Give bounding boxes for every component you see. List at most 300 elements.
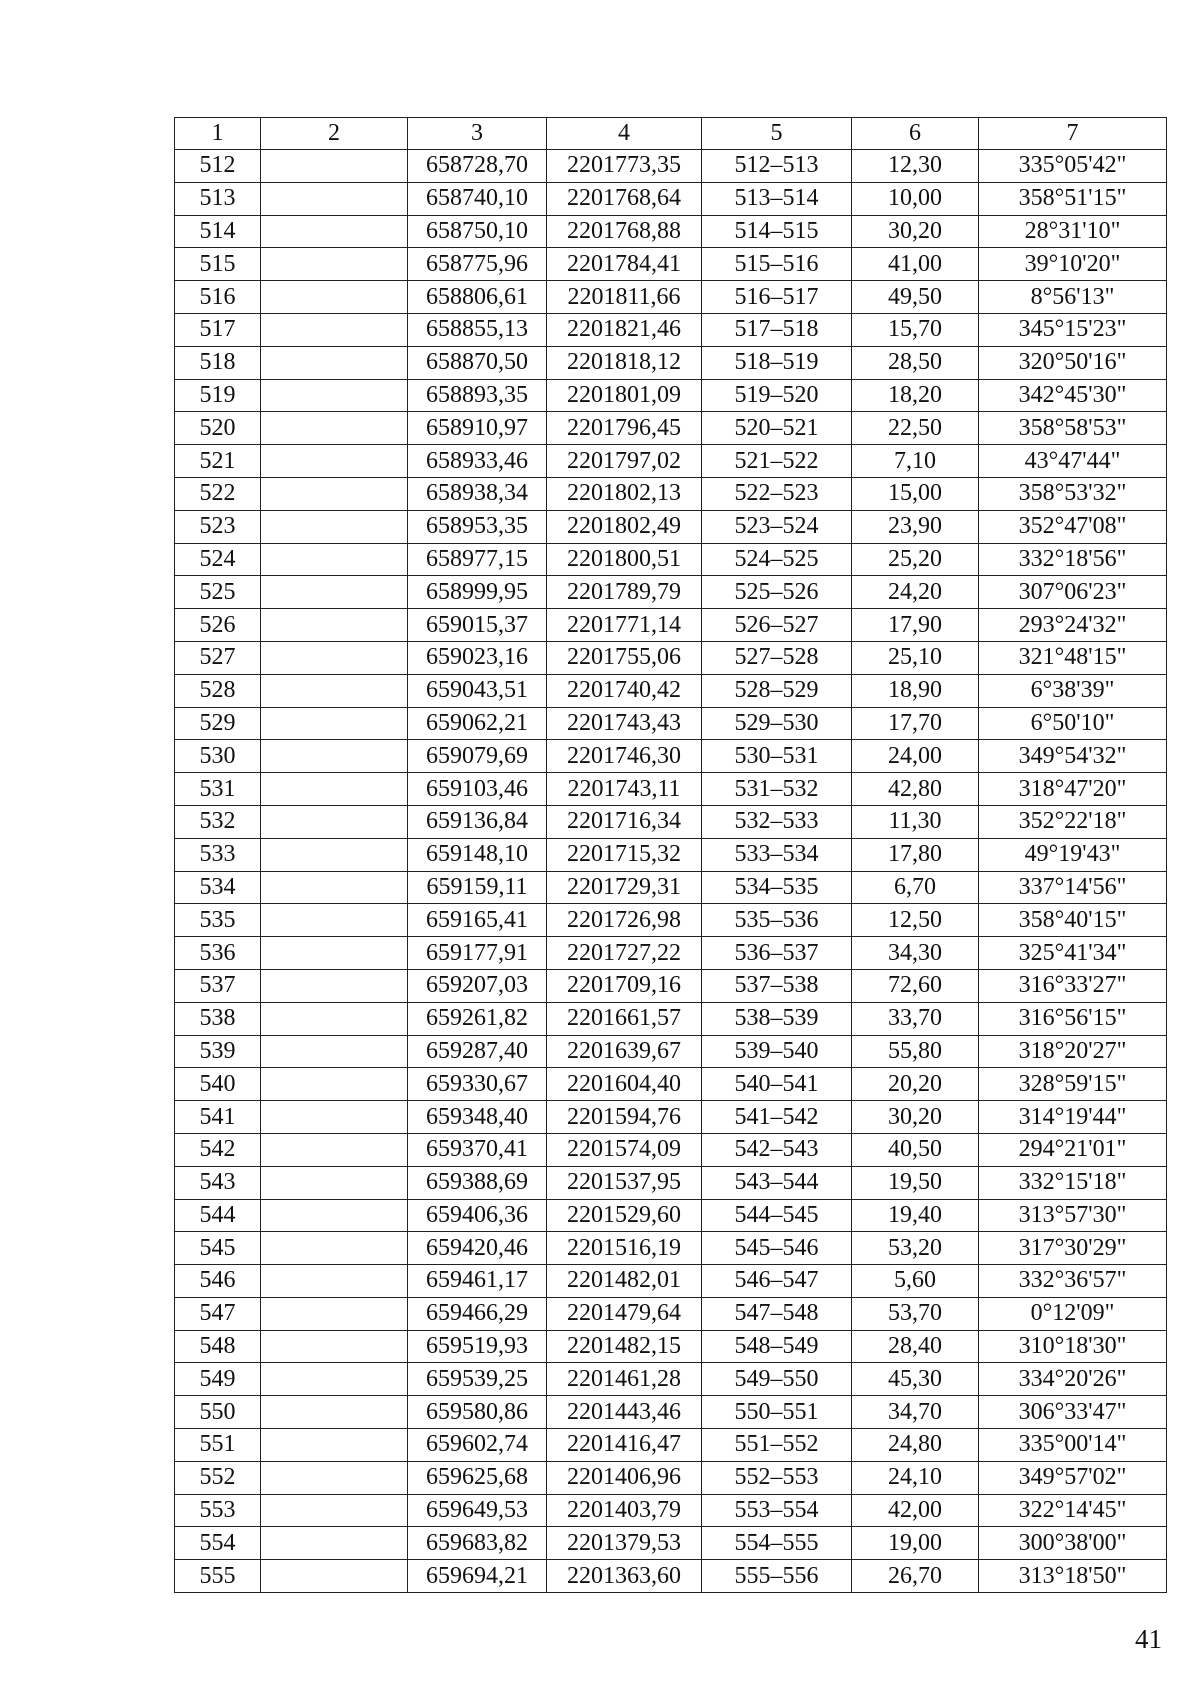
segment-cell: 551–552 xyxy=(702,1429,852,1462)
empty-cell xyxy=(261,1166,408,1199)
x-coordinate-cell: 659370,41 xyxy=(408,1133,547,1166)
empty-cell xyxy=(261,510,408,543)
column-header: 6 xyxy=(852,118,979,150)
y-coordinate-cell: 2201482,01 xyxy=(547,1265,702,1298)
bearing-cell: 293°24'32" xyxy=(979,609,1167,642)
segment-cell: 534–535 xyxy=(702,871,852,904)
point-number-cell: 534 xyxy=(175,871,261,904)
segment-cell: 533–534 xyxy=(702,838,852,871)
empty-cell xyxy=(261,412,408,445)
bearing-cell: 8°56'13" xyxy=(979,281,1167,314)
x-coordinate-cell: 659136,84 xyxy=(408,805,547,838)
point-number-cell: 515 xyxy=(175,248,261,281)
table-row xyxy=(175,937,1167,970)
x-coordinate-cell: 658933,46 xyxy=(408,445,547,478)
length-cell: 41,00 xyxy=(852,248,979,281)
table-row xyxy=(175,1199,1167,1232)
length-cell: 55,80 xyxy=(852,1035,979,1068)
length-cell: 28,40 xyxy=(852,1330,979,1363)
bearing-cell: 307°06'23" xyxy=(979,576,1167,609)
point-number-cell: 521 xyxy=(175,445,261,478)
empty-cell xyxy=(261,313,408,346)
length-cell: 17,80 xyxy=(852,838,979,871)
point-number-cell: 512 xyxy=(175,150,261,183)
y-coordinate-cell: 2201661,57 xyxy=(547,1002,702,1035)
bearing-cell: 345°15'23" xyxy=(979,313,1167,346)
x-coordinate-cell: 659062,21 xyxy=(408,707,547,740)
length-cell: 30,20 xyxy=(852,1101,979,1134)
segment-cell: 526–527 xyxy=(702,609,852,642)
length-cell: 23,90 xyxy=(852,510,979,543)
point-number-cell: 544 xyxy=(175,1199,261,1232)
length-cell: 19,40 xyxy=(852,1199,979,1232)
x-coordinate-cell: 659287,40 xyxy=(408,1035,547,1068)
table-row xyxy=(175,1232,1167,1265)
bearing-cell: 318°20'27" xyxy=(979,1035,1167,1068)
bearing-cell: 317°30'29" xyxy=(979,1232,1167,1265)
bearing-cell: 322°14'45" xyxy=(979,1494,1167,1527)
segment-cell: 521–522 xyxy=(702,445,852,478)
segment-cell: 524–525 xyxy=(702,543,852,576)
point-number-cell: 535 xyxy=(175,904,261,937)
x-coordinate-cell: 659466,29 xyxy=(408,1297,547,1330)
segment-cell: 512–513 xyxy=(702,150,852,183)
x-coordinate-cell: 658740,10 xyxy=(408,182,547,215)
bearing-cell: 28°31'10" xyxy=(979,215,1167,248)
y-coordinate-cell: 2201818,12 xyxy=(547,346,702,379)
x-coordinate-cell: 659148,10 xyxy=(408,838,547,871)
table-row xyxy=(175,674,1167,707)
table-row xyxy=(175,1363,1167,1396)
table-row xyxy=(175,281,1167,314)
segment-cell: 520–521 xyxy=(702,412,852,445)
y-coordinate-cell: 2201604,40 xyxy=(547,1068,702,1101)
empty-cell xyxy=(261,641,408,674)
bearing-cell: 352°47'08" xyxy=(979,510,1167,543)
segment-cell: 515–516 xyxy=(702,248,852,281)
bearing-cell: 306°33'47" xyxy=(979,1396,1167,1429)
x-coordinate-cell: 659103,46 xyxy=(408,773,547,806)
table-row xyxy=(175,150,1167,183)
y-coordinate-cell: 2201746,30 xyxy=(547,740,702,773)
segment-cell: 518–519 xyxy=(702,346,852,379)
empty-cell xyxy=(261,1133,408,1166)
bearing-cell: 358°51'15" xyxy=(979,182,1167,215)
y-coordinate-cell: 2201811,66 xyxy=(547,281,702,314)
empty-cell xyxy=(261,1560,408,1593)
y-coordinate-cell: 2201729,31 xyxy=(547,871,702,904)
x-coordinate-cell: 658728,70 xyxy=(408,150,547,183)
table-row xyxy=(175,215,1167,248)
column-header: 2 xyxy=(261,118,408,150)
table-row xyxy=(175,707,1167,740)
length-cell: 17,70 xyxy=(852,707,979,740)
bearing-cell: 332°36'57" xyxy=(979,1265,1167,1298)
empty-cell xyxy=(261,904,408,937)
empty-cell xyxy=(261,674,408,707)
bearing-cell: 358°53'32" xyxy=(979,477,1167,510)
bearing-cell: 320°50'16" xyxy=(979,346,1167,379)
y-coordinate-cell: 2201768,88 xyxy=(547,215,702,248)
bearing-cell: 310°18'30" xyxy=(979,1330,1167,1363)
point-number-cell: 513 xyxy=(175,182,261,215)
point-number-cell: 542 xyxy=(175,1133,261,1166)
length-cell: 45,30 xyxy=(852,1363,979,1396)
point-number-cell: 514 xyxy=(175,215,261,248)
bearing-cell: 316°33'27" xyxy=(979,969,1167,1002)
x-coordinate-cell: 659207,03 xyxy=(408,969,547,1002)
table-row xyxy=(175,773,1167,806)
column-header: 7 xyxy=(979,118,1167,150)
length-cell: 24,10 xyxy=(852,1461,979,1494)
y-coordinate-cell: 2201743,11 xyxy=(547,773,702,806)
bearing-cell: 294°21'01" xyxy=(979,1133,1167,1166)
empty-cell xyxy=(261,215,408,248)
length-cell: 25,10 xyxy=(852,641,979,674)
length-cell: 20,20 xyxy=(852,1068,979,1101)
bearing-cell: 349°54'32" xyxy=(979,740,1167,773)
length-cell: 19,50 xyxy=(852,1166,979,1199)
column-header: 5 xyxy=(702,118,852,150)
segment-cell: 536–537 xyxy=(702,937,852,970)
point-number-cell: 528 xyxy=(175,674,261,707)
table-row xyxy=(175,445,1167,478)
length-cell: 30,20 xyxy=(852,215,979,248)
point-number-cell: 536 xyxy=(175,937,261,970)
empty-cell xyxy=(261,969,408,1002)
x-coordinate-cell: 659015,37 xyxy=(408,609,547,642)
segment-cell: 554–555 xyxy=(702,1527,852,1560)
y-coordinate-cell: 2201771,14 xyxy=(547,609,702,642)
y-coordinate-cell: 2201715,32 xyxy=(547,838,702,871)
segment-cell: 539–540 xyxy=(702,1035,852,1068)
y-coordinate-cell: 2201796,45 xyxy=(547,412,702,445)
table-row xyxy=(175,904,1167,937)
point-number-cell: 545 xyxy=(175,1232,261,1265)
segment-cell: 516–517 xyxy=(702,281,852,314)
length-cell: 12,30 xyxy=(852,150,979,183)
y-coordinate-cell: 2201443,46 xyxy=(547,1396,702,1429)
y-coordinate-cell: 2201784,41 xyxy=(547,248,702,281)
segment-cell: 514–515 xyxy=(702,215,852,248)
empty-cell xyxy=(261,248,408,281)
x-coordinate-cell: 658893,35 xyxy=(408,379,547,412)
point-number-cell: 518 xyxy=(175,346,261,379)
bearing-cell: 313°18'50" xyxy=(979,1560,1167,1593)
table-row xyxy=(175,1560,1167,1593)
empty-cell xyxy=(261,346,408,379)
bearing-cell: 342°45'30" xyxy=(979,379,1167,412)
y-coordinate-cell: 2201461,28 xyxy=(547,1363,702,1396)
page-number: 41 xyxy=(1135,1624,1162,1654)
table-row xyxy=(175,838,1167,871)
point-number-cell: 550 xyxy=(175,1396,261,1429)
length-cell: 24,80 xyxy=(852,1429,979,1462)
bearing-cell: 39°10'20" xyxy=(979,248,1167,281)
table-row xyxy=(175,871,1167,904)
empty-cell xyxy=(261,543,408,576)
empty-cell xyxy=(261,1363,408,1396)
empty-cell xyxy=(261,1101,408,1134)
segment-cell: 529–530 xyxy=(702,707,852,740)
y-coordinate-cell: 2201726,98 xyxy=(547,904,702,937)
x-coordinate-cell: 658938,34 xyxy=(408,477,547,510)
table-row xyxy=(175,1461,1167,1494)
length-cell: 15,70 xyxy=(852,313,979,346)
x-coordinate-cell: 659406,36 xyxy=(408,1199,547,1232)
bearing-cell: 352°22'18" xyxy=(979,805,1167,838)
point-number-cell: 524 xyxy=(175,543,261,576)
length-cell: 53,70 xyxy=(852,1297,979,1330)
bearing-cell: 358°40'15" xyxy=(979,904,1167,937)
empty-cell xyxy=(261,1461,408,1494)
table-row xyxy=(175,379,1167,412)
point-number-cell: 519 xyxy=(175,379,261,412)
empty-cell xyxy=(261,1494,408,1527)
segment-cell: 517–518 xyxy=(702,313,852,346)
table-row xyxy=(175,1330,1167,1363)
table-row xyxy=(175,1396,1167,1429)
y-coordinate-cell: 2201743,43 xyxy=(547,707,702,740)
length-cell: 26,70 xyxy=(852,1560,979,1593)
length-cell: 18,90 xyxy=(852,674,979,707)
length-cell: 28,50 xyxy=(852,346,979,379)
segment-cell: 541–542 xyxy=(702,1101,852,1134)
empty-cell xyxy=(261,1330,408,1363)
bearing-cell: 6°38'39" xyxy=(979,674,1167,707)
y-coordinate-cell: 2201773,35 xyxy=(547,150,702,183)
table-row xyxy=(175,346,1167,379)
table-row xyxy=(175,182,1167,215)
y-coordinate-cell: 2201416,47 xyxy=(547,1429,702,1462)
length-cell: 72,60 xyxy=(852,969,979,1002)
x-coordinate-cell: 658855,13 xyxy=(408,313,547,346)
segment-cell: 540–541 xyxy=(702,1068,852,1101)
empty-cell xyxy=(261,937,408,970)
length-cell: 42,00 xyxy=(852,1494,979,1527)
point-number-cell: 527 xyxy=(175,641,261,674)
length-cell: 18,20 xyxy=(852,379,979,412)
length-cell: 40,50 xyxy=(852,1133,979,1166)
bearing-cell: 335°00'14" xyxy=(979,1429,1167,1462)
point-number-cell: 551 xyxy=(175,1429,261,1462)
length-cell: 33,70 xyxy=(852,1002,979,1035)
empty-cell xyxy=(261,1232,408,1265)
table-row xyxy=(175,1166,1167,1199)
x-coordinate-cell: 659683,82 xyxy=(408,1527,547,1560)
length-cell: 10,00 xyxy=(852,182,979,215)
x-coordinate-cell: 659580,86 xyxy=(408,1396,547,1429)
point-number-cell: 537 xyxy=(175,969,261,1002)
table-row xyxy=(175,510,1167,543)
x-coordinate-cell: 659043,51 xyxy=(408,674,547,707)
bearing-cell: 335°05'42" xyxy=(979,150,1167,183)
empty-cell xyxy=(261,1527,408,1560)
x-coordinate-cell: 659388,69 xyxy=(408,1166,547,1199)
y-coordinate-cell: 2201363,60 xyxy=(547,1560,702,1593)
point-number-cell: 530 xyxy=(175,740,261,773)
length-cell: 15,00 xyxy=(852,477,979,510)
point-number-cell: 538 xyxy=(175,1002,261,1035)
segment-cell: 522–523 xyxy=(702,477,852,510)
x-coordinate-cell: 659461,17 xyxy=(408,1265,547,1298)
point-number-cell: 554 xyxy=(175,1527,261,1560)
y-coordinate-cell: 2201716,34 xyxy=(547,805,702,838)
bearing-cell: 349°57'02" xyxy=(979,1461,1167,1494)
y-coordinate-cell: 2201406,96 xyxy=(547,1461,702,1494)
x-coordinate-cell: 659602,74 xyxy=(408,1429,547,1462)
length-cell: 17,90 xyxy=(852,609,979,642)
bearing-cell: 313°57'30" xyxy=(979,1199,1167,1232)
length-cell: 11,30 xyxy=(852,805,979,838)
x-coordinate-cell: 659330,67 xyxy=(408,1068,547,1101)
y-coordinate-cell: 2201789,79 xyxy=(547,576,702,609)
y-coordinate-cell: 2201516,19 xyxy=(547,1232,702,1265)
y-coordinate-cell: 2201802,49 xyxy=(547,510,702,543)
segment-cell: 531–532 xyxy=(702,773,852,806)
length-cell: 22,50 xyxy=(852,412,979,445)
y-coordinate-cell: 2201379,53 xyxy=(547,1527,702,1560)
y-coordinate-cell: 2201727,22 xyxy=(547,937,702,970)
segment-cell: 549–550 xyxy=(702,1363,852,1396)
bearing-cell: 358°58'53" xyxy=(979,412,1167,445)
point-number-cell: 522 xyxy=(175,477,261,510)
y-coordinate-cell: 2201740,42 xyxy=(547,674,702,707)
y-coordinate-cell: 2201537,95 xyxy=(547,1166,702,1199)
bearing-cell: 321°48'15" xyxy=(979,641,1167,674)
point-number-cell: 541 xyxy=(175,1101,261,1134)
table-row xyxy=(175,805,1167,838)
table-row xyxy=(175,1265,1167,1298)
point-number-cell: 546 xyxy=(175,1265,261,1298)
table-row xyxy=(175,1494,1167,1527)
y-coordinate-cell: 2201768,64 xyxy=(547,182,702,215)
table-row xyxy=(175,543,1167,576)
segment-cell: 546–547 xyxy=(702,1265,852,1298)
empty-cell xyxy=(261,1396,408,1429)
x-coordinate-cell: 659165,41 xyxy=(408,904,547,937)
segment-cell: 548–549 xyxy=(702,1330,852,1363)
bearing-cell: 6°50'10" xyxy=(979,707,1167,740)
point-number-cell: 526 xyxy=(175,609,261,642)
empty-cell xyxy=(261,1199,408,1232)
table-row xyxy=(175,248,1167,281)
point-number-cell: 525 xyxy=(175,576,261,609)
length-cell: 34,30 xyxy=(852,937,979,970)
y-coordinate-cell: 2201639,67 xyxy=(547,1035,702,1068)
table-row xyxy=(175,1035,1167,1068)
y-coordinate-cell: 2201403,79 xyxy=(547,1494,702,1527)
table-row xyxy=(175,477,1167,510)
length-cell: 24,00 xyxy=(852,740,979,773)
x-coordinate-cell: 659177,91 xyxy=(408,937,547,970)
empty-cell xyxy=(261,1297,408,1330)
segment-cell: 555–556 xyxy=(702,1560,852,1593)
x-coordinate-cell: 659625,68 xyxy=(408,1461,547,1494)
x-coordinate-cell: 658806,61 xyxy=(408,281,547,314)
segment-cell: 535–536 xyxy=(702,904,852,937)
point-number-cell: 553 xyxy=(175,1494,261,1527)
empty-cell xyxy=(261,182,408,215)
y-coordinate-cell: 2201482,15 xyxy=(547,1330,702,1363)
point-number-cell: 549 xyxy=(175,1363,261,1396)
y-coordinate-cell: 2201574,09 xyxy=(547,1133,702,1166)
segment-cell: 525–526 xyxy=(702,576,852,609)
table-row xyxy=(175,1002,1167,1035)
bearing-cell: 334°20'26" xyxy=(979,1363,1167,1396)
empty-cell xyxy=(261,1429,408,1462)
x-coordinate-cell: 659023,16 xyxy=(408,641,547,674)
x-coordinate-cell: 658910,97 xyxy=(408,412,547,445)
column-header: 1 xyxy=(175,118,261,150)
bearing-cell: 325°41'34" xyxy=(979,937,1167,970)
segment-cell: 537–538 xyxy=(702,969,852,1002)
empty-cell xyxy=(261,1035,408,1068)
bearing-cell: 314°19'44" xyxy=(979,1101,1167,1134)
y-coordinate-cell: 2201797,02 xyxy=(547,445,702,478)
segment-cell: 547–548 xyxy=(702,1297,852,1330)
y-coordinate-cell: 2201801,09 xyxy=(547,379,702,412)
x-coordinate-cell: 658750,10 xyxy=(408,215,547,248)
length-cell: 53,20 xyxy=(852,1232,979,1265)
bearing-cell: 49°19'43" xyxy=(979,838,1167,871)
segment-cell: 532–533 xyxy=(702,805,852,838)
table-row xyxy=(175,576,1167,609)
segment-cell: 530–531 xyxy=(702,740,852,773)
point-number-cell: 516 xyxy=(175,281,261,314)
bearing-cell: 332°18'56" xyxy=(979,543,1167,576)
segment-cell: 545–546 xyxy=(702,1232,852,1265)
table-row xyxy=(175,412,1167,445)
y-coordinate-cell: 2201802,13 xyxy=(547,477,702,510)
point-number-cell: 523 xyxy=(175,510,261,543)
y-coordinate-cell: 2201709,16 xyxy=(547,969,702,1002)
empty-cell xyxy=(261,871,408,904)
x-coordinate-cell: 658953,35 xyxy=(408,510,547,543)
length-cell: 7,10 xyxy=(852,445,979,478)
table-row xyxy=(175,740,1167,773)
empty-cell xyxy=(261,445,408,478)
point-number-cell: 517 xyxy=(175,313,261,346)
length-cell: 49,50 xyxy=(852,281,979,314)
x-coordinate-cell: 659519,93 xyxy=(408,1330,547,1363)
bearing-cell: 300°38'00" xyxy=(979,1527,1167,1560)
x-coordinate-cell: 659649,53 xyxy=(408,1494,547,1527)
table-row xyxy=(175,1133,1167,1166)
segment-cell: 550–551 xyxy=(702,1396,852,1429)
segment-cell: 552–553 xyxy=(702,1461,852,1494)
table-row xyxy=(175,609,1167,642)
empty-cell xyxy=(261,1068,408,1101)
empty-cell xyxy=(261,805,408,838)
empty-cell xyxy=(261,740,408,773)
point-number-cell: 555 xyxy=(175,1560,261,1593)
empty-cell xyxy=(261,150,408,183)
x-coordinate-cell: 658977,15 xyxy=(408,543,547,576)
y-coordinate-cell: 2201800,51 xyxy=(547,543,702,576)
x-coordinate-cell: 658999,95 xyxy=(408,576,547,609)
empty-cell xyxy=(261,707,408,740)
y-coordinate-cell: 2201594,76 xyxy=(547,1101,702,1134)
y-coordinate-cell: 2201479,64 xyxy=(547,1297,702,1330)
table-row xyxy=(175,313,1167,346)
segment-cell: 544–545 xyxy=(702,1199,852,1232)
bearing-cell: 316°56'15" xyxy=(979,1002,1167,1035)
segment-cell: 519–520 xyxy=(702,379,852,412)
x-coordinate-cell: 659079,69 xyxy=(408,740,547,773)
x-coordinate-cell: 659159,11 xyxy=(408,871,547,904)
bearing-cell: 328°59'15" xyxy=(979,1068,1167,1101)
